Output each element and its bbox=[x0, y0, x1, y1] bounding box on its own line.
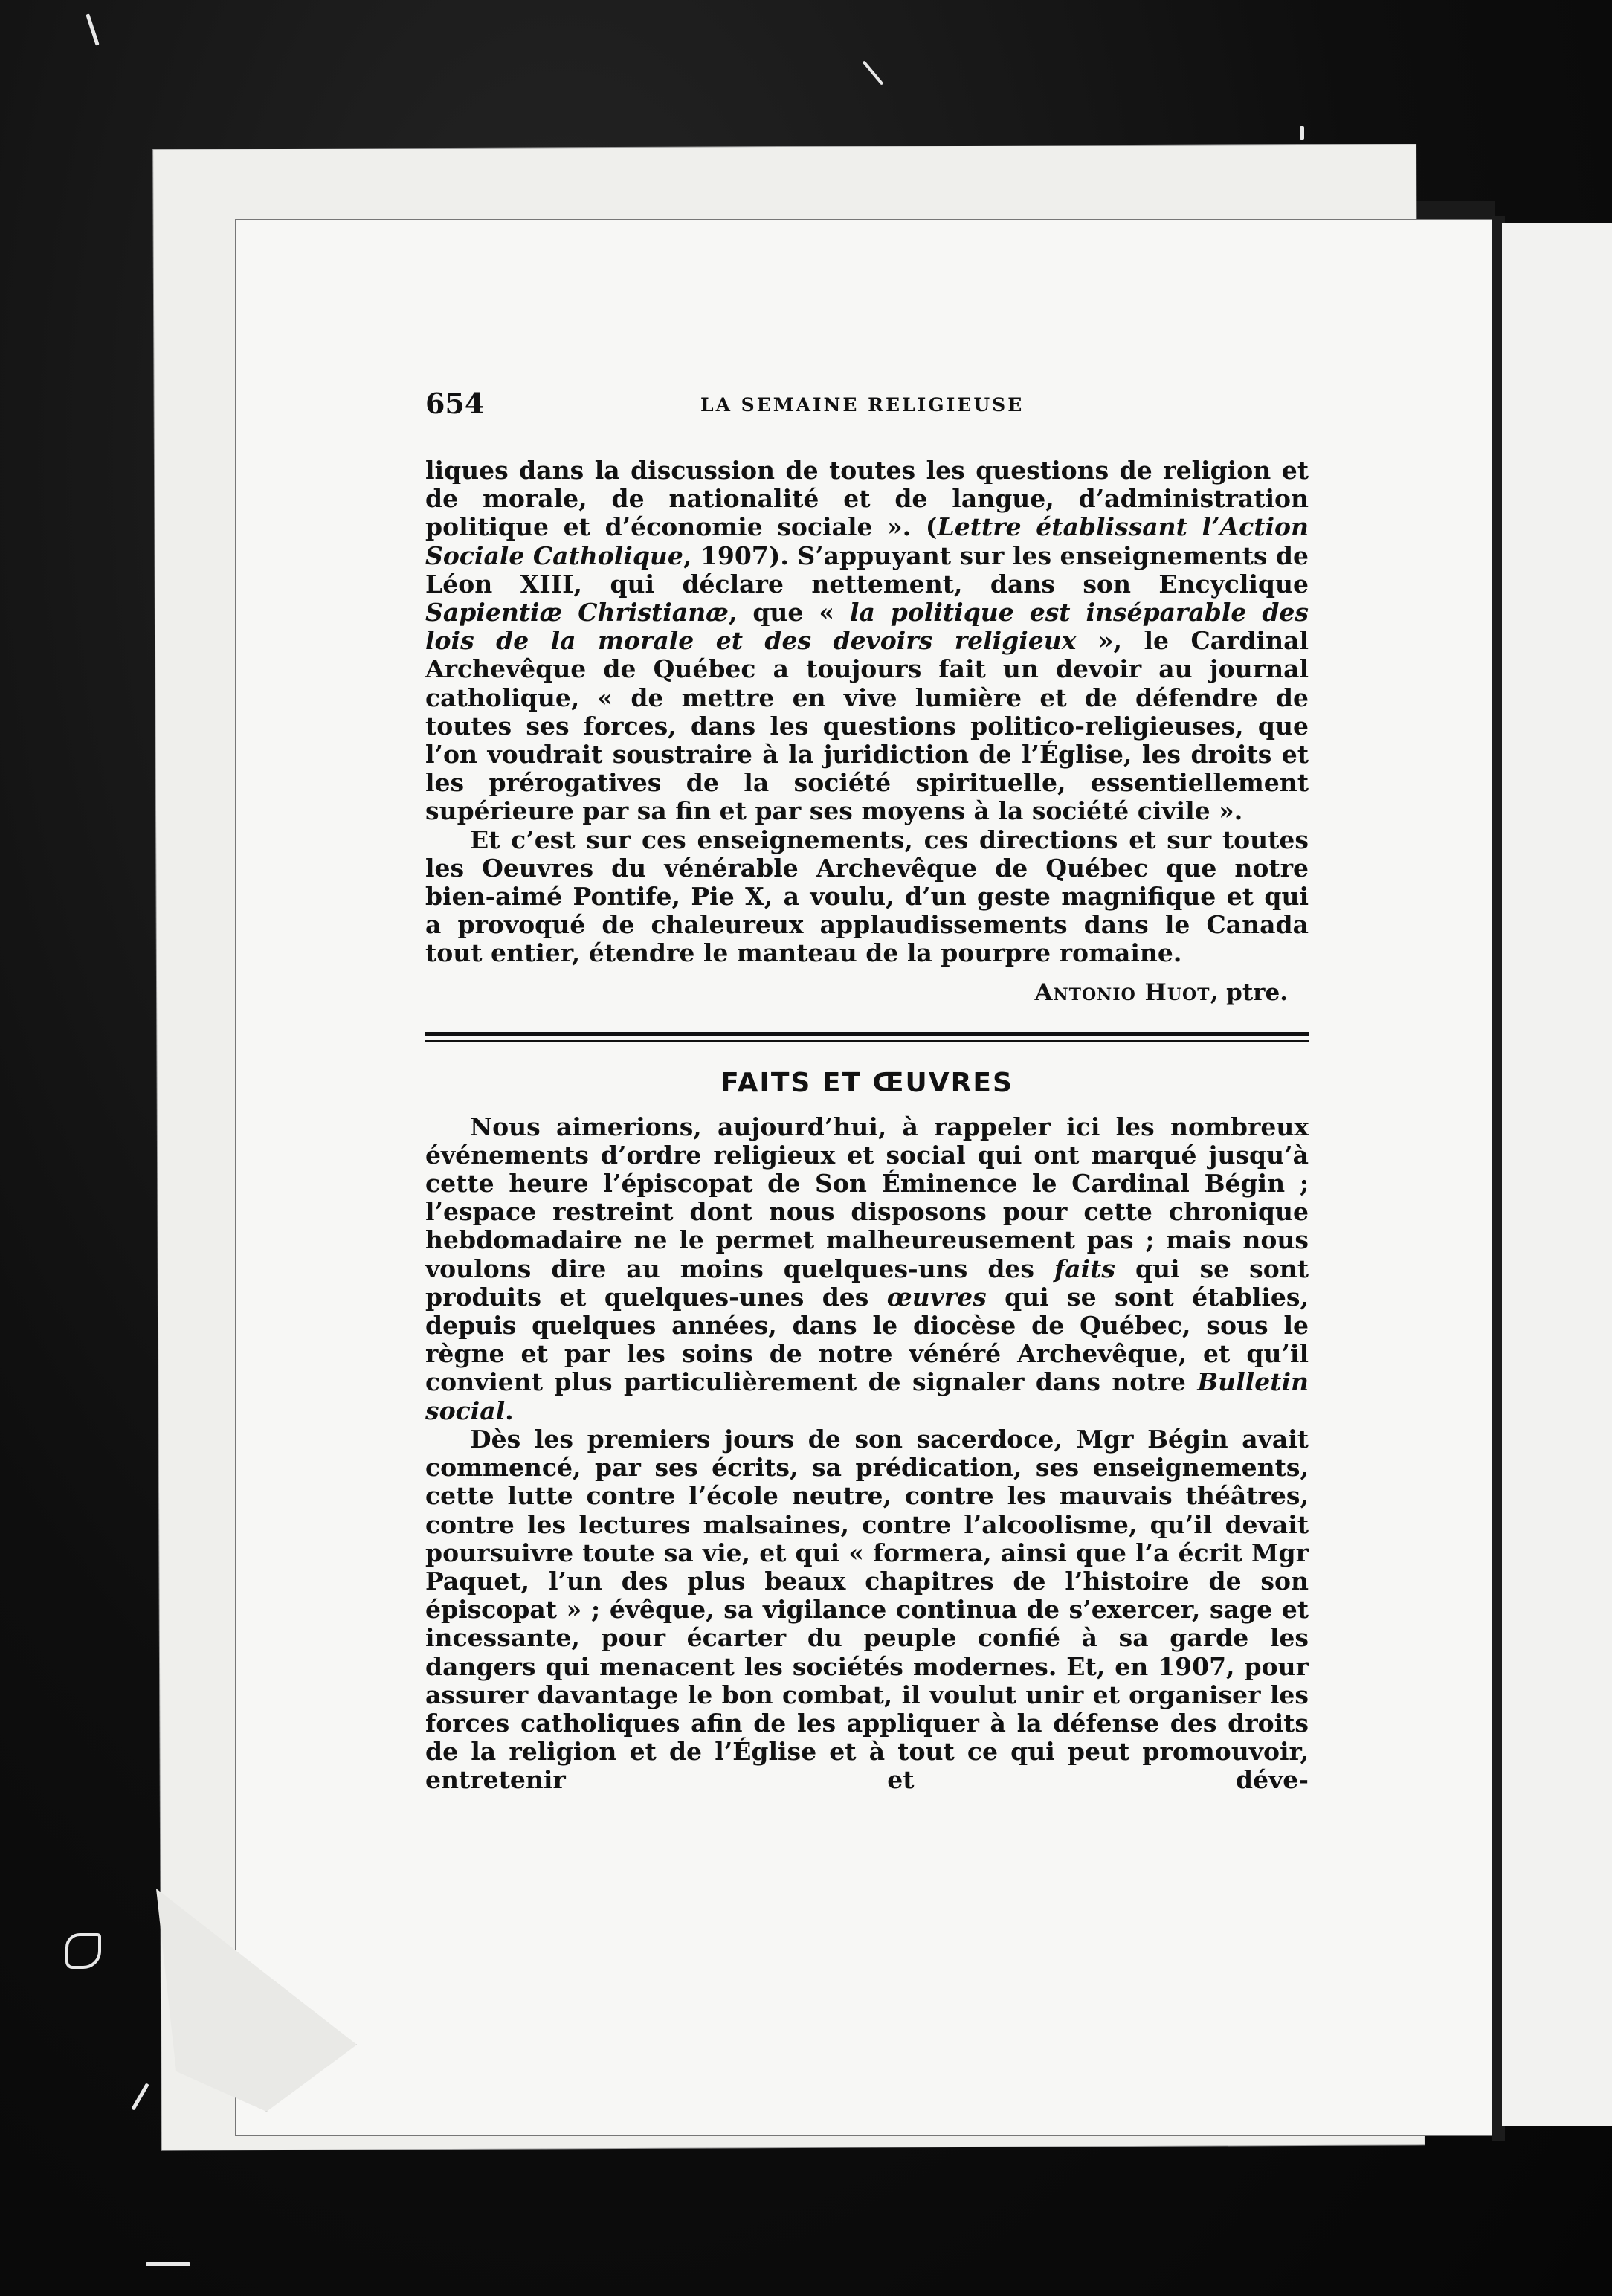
article1-paragraph-2: Et c’est sur ces enseignements, ces directions et sur toutes les Oeuvres du vénérable Archevêque de Québec que notre bien-aimé Pontife, Pie X, a voulu, d’un geste magnifique et qui a provoqué de chaleureux applaudissements dans le Canada tout entier, étendre le manteau de la pourpre romaine. bbox=[425, 825, 1309, 968]
film-scratch-mark bbox=[86, 13, 99, 45]
film-dust-mark bbox=[1300, 126, 1304, 140]
author-name: Antonio Huot bbox=[1034, 978, 1210, 1006]
article2-body bbox=[425, 1113, 1309, 1795]
section-title: FAITS ET ŒUVRES bbox=[720, 1067, 1013, 1098]
article1-paragraph-1: liques dans la discussion de toutes les questions de religion et de morale, de nationalité et de langue, d’administration politique et d’économie sociale ». (Lettre établissant l’Action Sociale Catholique, 1907). S’appuyant sur les enseignements de Léon XIII, qui déclare nettement, dans son Encyclique Sapientiæ Christianæ, que « la politique est inséparable des lois de la morale et des devoirs religieux », le Cardinal Archevêque de Québec a toujours fait un devoir au journal catholique, « de mettre en vive lumière et de défendre de toutes ses forces, dans les questions politico-religieuses, que l’on voudrait soustraire à la juridiction de l’Église, les droits et les prérogatives de la société spirituelle, essentiellement supérieure par sa fin et par ses moyens à la société civile ». bbox=[425, 456, 1309, 826]
printed-page bbox=[425, 387, 1309, 1795]
article-body bbox=[425, 457, 1309, 968]
film-scratch-mark bbox=[863, 60, 884, 85]
author-signature bbox=[425, 978, 1288, 1007]
film-dust-mark bbox=[146, 2262, 190, 2266]
film-scratch-mark bbox=[131, 2083, 149, 2110]
section-divider-thin bbox=[425, 1040, 1309, 1042]
running-head bbox=[425, 387, 1309, 431]
facing-page-edge bbox=[1502, 223, 1612, 2126]
section-divider-thick bbox=[425, 1032, 1309, 1036]
binding-strip bbox=[1413, 201, 1495, 222]
film-dust-mark bbox=[65, 1933, 101, 1969]
running-title: LA SEMAINE RELIGIEUSE bbox=[700, 394, 1025, 416]
article2-paragraph-2: Dès les premiers jours de son sacerdoce, Mgr Bégin avait commencé, par ses écrits, sa prédication, ses enseignements, cette lutte contre l’école neutre, contre les mauvais théâtres, contre les lectures malsaines, contre l’alcoolisme, qu’il devait poursuivre toute sa vie, et qui « formera, ainsi que l’a écrit Mgr Paquet, l’un des plus beaux chapitres de l’histoire de son épiscopat » ; évêque, sa vigilance continua de s’exercer, sage et incessante, pour écarter du peuple confié à sa garde les dangers qui menacent les sociétés modernes. Et, en 1907, pour assurer davantage le bon combat, il voulut unir et organiser les forces catholiques afin de les appliquer à la défense des droits de la religion et de l’Église et à tout ce qui peut promouvoir, entretenir et déve- bbox=[425, 1424, 1309, 1795]
author-title: , ptre. bbox=[1210, 978, 1288, 1006]
article2-paragraph-1: Nous aimerions, aujourd’hui, à rappeler ici les nombreux événements d’ordre religieux et social qui ont marqué jusqu’à cette heure l’épiscopat de Son Éminence le Cardinal Bégin ; l’espace restreint dont nous disposons pour cette chronique hebdomadaire ne le permet malheureusement pas ; mais nous voulons dire au moins quelques-uns des faits qui se sont produits et quelques-unes des œuvres qui se sont établies, depuis quelques années, dans le diocèse de Québec, sous le règne et par les soins de notre vénéré Archevêque, et qu’il convient plus particulièrement de signaler dans notre Bulletin social. bbox=[425, 1112, 1309, 1425]
page-number: 654 bbox=[425, 387, 485, 420]
